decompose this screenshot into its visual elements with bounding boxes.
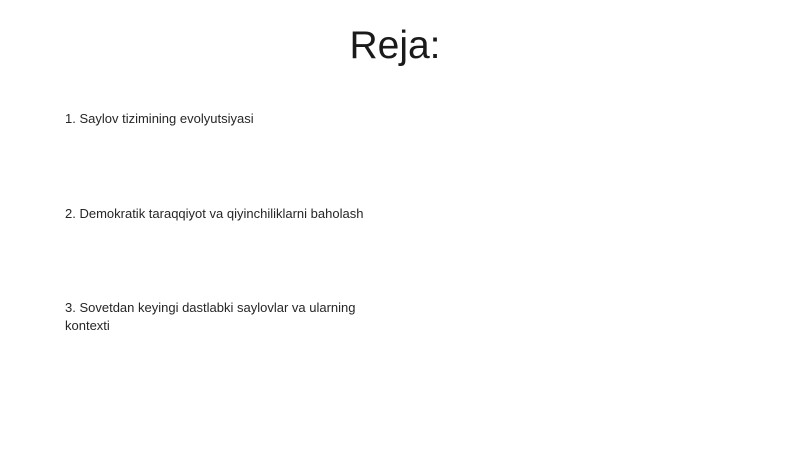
agenda-item-1: 1. Saylov tizimining evolyutsiyasi xyxy=(65,111,254,126)
slide-title: Reja: xyxy=(349,24,441,67)
agenda-item-3: 3. Sovetdan keyingi dastlabki saylovlar va ularning kontexti xyxy=(65,300,356,333)
agenda-item-2: 2. Demokratik taraqqiyot va qiyinchiliklarni baholash xyxy=(65,206,364,221)
